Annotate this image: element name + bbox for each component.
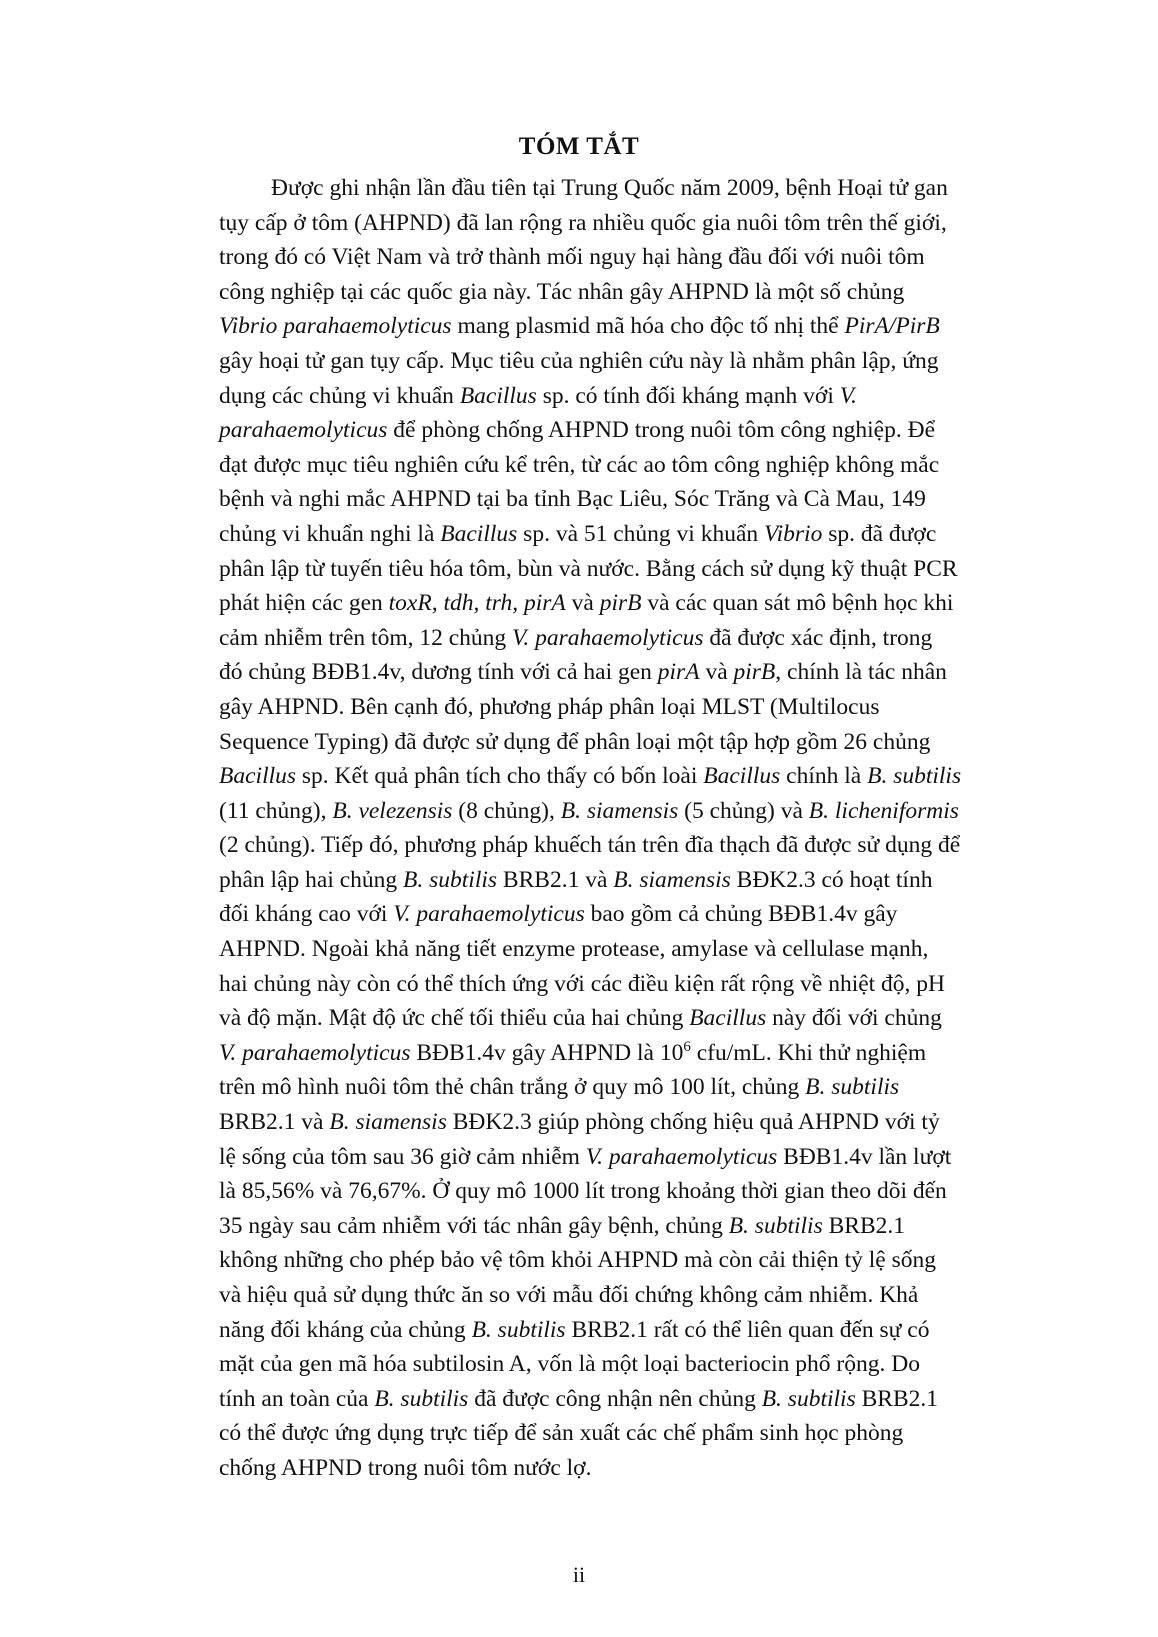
text-line (219, 206, 1019, 241)
italic-term: pirA (657, 659, 700, 686)
text-segment: sp. và 51 chủng vi khuẩn (517, 520, 765, 547)
italic-term: Bacillus (219, 763, 297, 790)
text-segment: là 85,56% và 76,67%. Ở quy mô 1000 lít trong khoảng thời gian theo dõi đến (219, 1178, 947, 1205)
italic-term: PirA/PirB (844, 313, 940, 340)
text-segment: cảm nhiễm trên tôm, 12 chủng (219, 624, 513, 651)
text-segment: đó chủng BĐB1.4v, dương tính với cả hai gen (219, 659, 658, 686)
text-segment: có thể được ứng dụng trực tiếp để sản xuất các chế phẩm sinh học phòng (219, 1420, 904, 1447)
page-number: ii (572, 1562, 586, 1587)
text-segment: cfu/mL. Khi thử nghiệm (690, 1039, 927, 1066)
text-segment: đối kháng cao với (219, 901, 394, 928)
italic-term: B. subtilis (471, 1316, 566, 1343)
text-segment: (8 chủng), (452, 797, 561, 824)
text-segment: và độ mặn. Mật độ ức chế tối thiểu của hai chủng (219, 1005, 690, 1032)
text-line (219, 1036, 1019, 1071)
text-segment: công nghiệp tại các quốc gia này. Tác nhân gây AHPND là một số chủng (219, 278, 905, 305)
text-segment: BĐB1.4v lần lượt (777, 1143, 952, 1170)
text-line (219, 1416, 1019, 1451)
text-segment: trong đó có Việt Nam và trở thành mối nguy hại hàng đầu đối với nuôi tôm (219, 244, 925, 271)
italic-term: Vibrio (764, 520, 823, 547)
text-line (219, 1451, 1019, 1486)
text-segment: AHPND. Ngoài khả năng tiết enzyme protease, amylase và cellulase mạnh, (219, 936, 929, 963)
text-segment: phát hiện các gen (219, 590, 389, 617)
text-line (219, 171, 1019, 206)
text-line (219, 344, 1019, 379)
text-segment: hai chủng này còn có thể thích ứng với các điều kiện rất rộng về nhiệt độ, pH (219, 970, 946, 997)
text-line (219, 1105, 1019, 1140)
text-segment: đã được công nhận nên chủng (468, 1385, 762, 1412)
superscript: 6 (683, 1039, 691, 1056)
text-line (219, 967, 1019, 1002)
text-line (219, 794, 1019, 829)
italic-term: B. siamensis (329, 1109, 447, 1136)
text-segment: chủng vi khuẩn nghi là (219, 520, 441, 547)
text-segment: BRB2.1 rất có thể liên quan đến sự có (565, 1316, 930, 1343)
text-segment: 35 ngày sau cảm nhiễm với tác nhân gây bệnh, chủng (219, 1212, 729, 1239)
italic-term: toxR, tdh, trh, pirA (388, 590, 566, 617)
text-segment: (5 chủng) và (678, 797, 809, 824)
italic-term: B. subtilis (374, 1385, 469, 1412)
text-line (219, 413, 1019, 448)
text-line (219, 1382, 1019, 1417)
text-line (219, 690, 1019, 725)
text-segment: BĐB1.4v gây AHPND là 10 (410, 1039, 684, 1066)
italic-term: B. licheniformis (808, 797, 959, 824)
text-line (219, 517, 1019, 552)
text-segment: chính là (780, 763, 868, 790)
text-segment: mang plasmid mã hóa cho độc tố nhị thể (451, 313, 845, 340)
italic-term: V. parahaemolyticus (512, 624, 704, 651)
text-segment: Sequence Typing) đã được sử dụng để phân loại một tập hợp gồm 26 chủng (219, 728, 931, 755)
text-line (219, 621, 1019, 656)
text-line (219, 1209, 1019, 1244)
text-line (219, 932, 1019, 967)
text-line (219, 655, 1019, 690)
text-segment: gây AHPND. Bên cạnh đó, phương pháp phân loại MLST (Multilocus (219, 693, 880, 720)
text-segment: BĐK2.3 giúp phòng chống hiệu quả AHPND với tỷ (446, 1109, 940, 1136)
text-segment: bao gồm cả chủng BĐB1.4v gây (584, 901, 898, 928)
text-segment: sp. Kết quả phân tích cho thấy có bốn loài (296, 763, 704, 790)
text-line (219, 1278, 1019, 1313)
text-line (219, 1070, 1019, 1105)
italic-term: parahaemolyticus (219, 417, 388, 444)
text-segment: BRB2.1 và (219, 1109, 330, 1136)
text-line (219, 586, 1019, 621)
text-line (219, 448, 1019, 483)
text-segment: phân lập từ tuyến tiêu hóa tôm, bùn và nước. Bằng cách sử dụng kỹ thuật PCR (219, 555, 958, 582)
italic-term: B. subtilis (728, 1212, 823, 1239)
italic-term: Bacillus (689, 1005, 767, 1032)
italic-term: B. subtilis (403, 866, 498, 893)
text-line (219, 863, 1019, 898)
text-segment: và hiệu quả sử dụng thức ăn so với mẫu đối chứng không cảm nhiễm. Khả (219, 1282, 919, 1308)
text-line (219, 1313, 1019, 1348)
text-segment: gây hoại tử gan tụy cấp. Mục tiêu của nghiên cứu này là nhằm phân lập, ứng (219, 347, 939, 374)
italic-term: Bacillus (459, 382, 537, 409)
text-segment: trên mô hình nuôi tôm thẻ chân trắng ở quy mô 100 lít, chủng (219, 1074, 806, 1101)
italic-term: pirB (599, 590, 642, 617)
text-segment: và (565, 590, 600, 617)
text-segment: này đối với chủng (766, 1005, 942, 1032)
text-segment: không những cho phép bảo vệ tôm khỏi AHPND mà còn cải thiện tỷ lệ sống (219, 1247, 936, 1274)
text-line (219, 897, 1019, 932)
italic-term: B. siamensis (560, 797, 679, 824)
text-segment: (2 chủng). Tiếp đó, phương pháp khuếch tán trên đĩa thạch đã được sử dụng để (219, 832, 961, 859)
text-segment: sp. đã được (822, 520, 937, 547)
italic-term: Vibrio parahaemolyticus (219, 313, 452, 340)
text-segment: lệ sống của tôm sau 36 giờ cảm nhiễm (219, 1143, 586, 1170)
text-line (219, 759, 1019, 794)
text-line (219, 309, 1019, 344)
text-segment: đã được xác định, trong (703, 624, 933, 651)
text-line (219, 379, 1019, 414)
text-segment: để phòng chống AHPND trong nuôi tôm công nghiệp. Để (387, 417, 936, 444)
text-segment: (11 chủng), (219, 797, 333, 824)
text-segment: mặt của gen mã hóa subtilosin A, vốn là một loại bacteriocin phổ rộng. Do (219, 1351, 920, 1378)
text-segment: tụy cấp ở tôm (AHPND) đã lan rộng ra nhiều quốc gia nuôi tôm trên thế giới, (219, 209, 947, 236)
text-segment: sp. có tính đối kháng mạnh với (536, 382, 840, 409)
text-segment: chống AHPND trong nuôi tôm nước lợ. (219, 1454, 592, 1481)
text-segment: BRB2.1 (855, 1385, 938, 1412)
text-line (219, 552, 1019, 587)
text-segment: Được ghi nhận lần đầu tiên tại Trung Quốc năm 2009, bệnh Hoại tử gan (271, 175, 948, 201)
text-segment: BĐK2.3 có hoạt tính (730, 866, 933, 893)
text-segment: phân lập hai chủng (219, 866, 404, 893)
italic-term: V. (839, 382, 857, 409)
italic-term: B. subtilis (805, 1074, 900, 1101)
text-segment: dụng các chủng vi khuẩn (219, 382, 460, 409)
text-segment: BRB2.1 (822, 1212, 905, 1239)
text-line (219, 1243, 1019, 1278)
italic-term: Bacillus (440, 520, 518, 547)
italic-term: Bacillus (703, 763, 781, 790)
abstract-paragraph (219, 171, 1019, 1486)
text-line (219, 240, 1019, 275)
page-title: TÓM TẮT (518, 133, 640, 160)
italic-term: V. parahaemolyticus (393, 901, 585, 928)
text-line (219, 1347, 1019, 1382)
text-segment: BRB2.1 và (497, 866, 614, 893)
text-segment: và (699, 659, 734, 686)
italic-term: pirB (733, 659, 776, 686)
text-line (219, 482, 1019, 517)
text-segment: , chính là tác nhân (775, 659, 947, 686)
text-segment: năng đối kháng của chủng (219, 1316, 472, 1343)
text-segment: bệnh và nghi mắc AHPND tại ba tỉnh Bạc Liêu, Sóc Trăng và Cà Mau, 149 (219, 486, 926, 513)
text-line (219, 275, 1019, 310)
italic-term: V. parahaemolyticus (219, 1039, 411, 1066)
italic-term: B. subtilis (867, 763, 962, 790)
text-line (219, 828, 1019, 863)
text-line (219, 725, 1019, 760)
text-segment: tính an toàn của (219, 1385, 375, 1412)
text-segment: và các quan sát mô bệnh học khi (641, 590, 954, 617)
italic-term: B. siamensis (613, 866, 731, 893)
italic-term: B. velezensis (332, 797, 453, 824)
italic-term: B. subtilis (761, 1385, 856, 1412)
text-line (219, 1001, 1019, 1036)
text-line (219, 1174, 1019, 1209)
text-line (219, 1140, 1019, 1175)
italic-term: V. parahaemolyticus (585, 1143, 778, 1170)
text-segment: đạt được mục tiêu nghiên cứu kể trên, từ các ao tôm công nghiệp không mắc (219, 451, 940, 478)
